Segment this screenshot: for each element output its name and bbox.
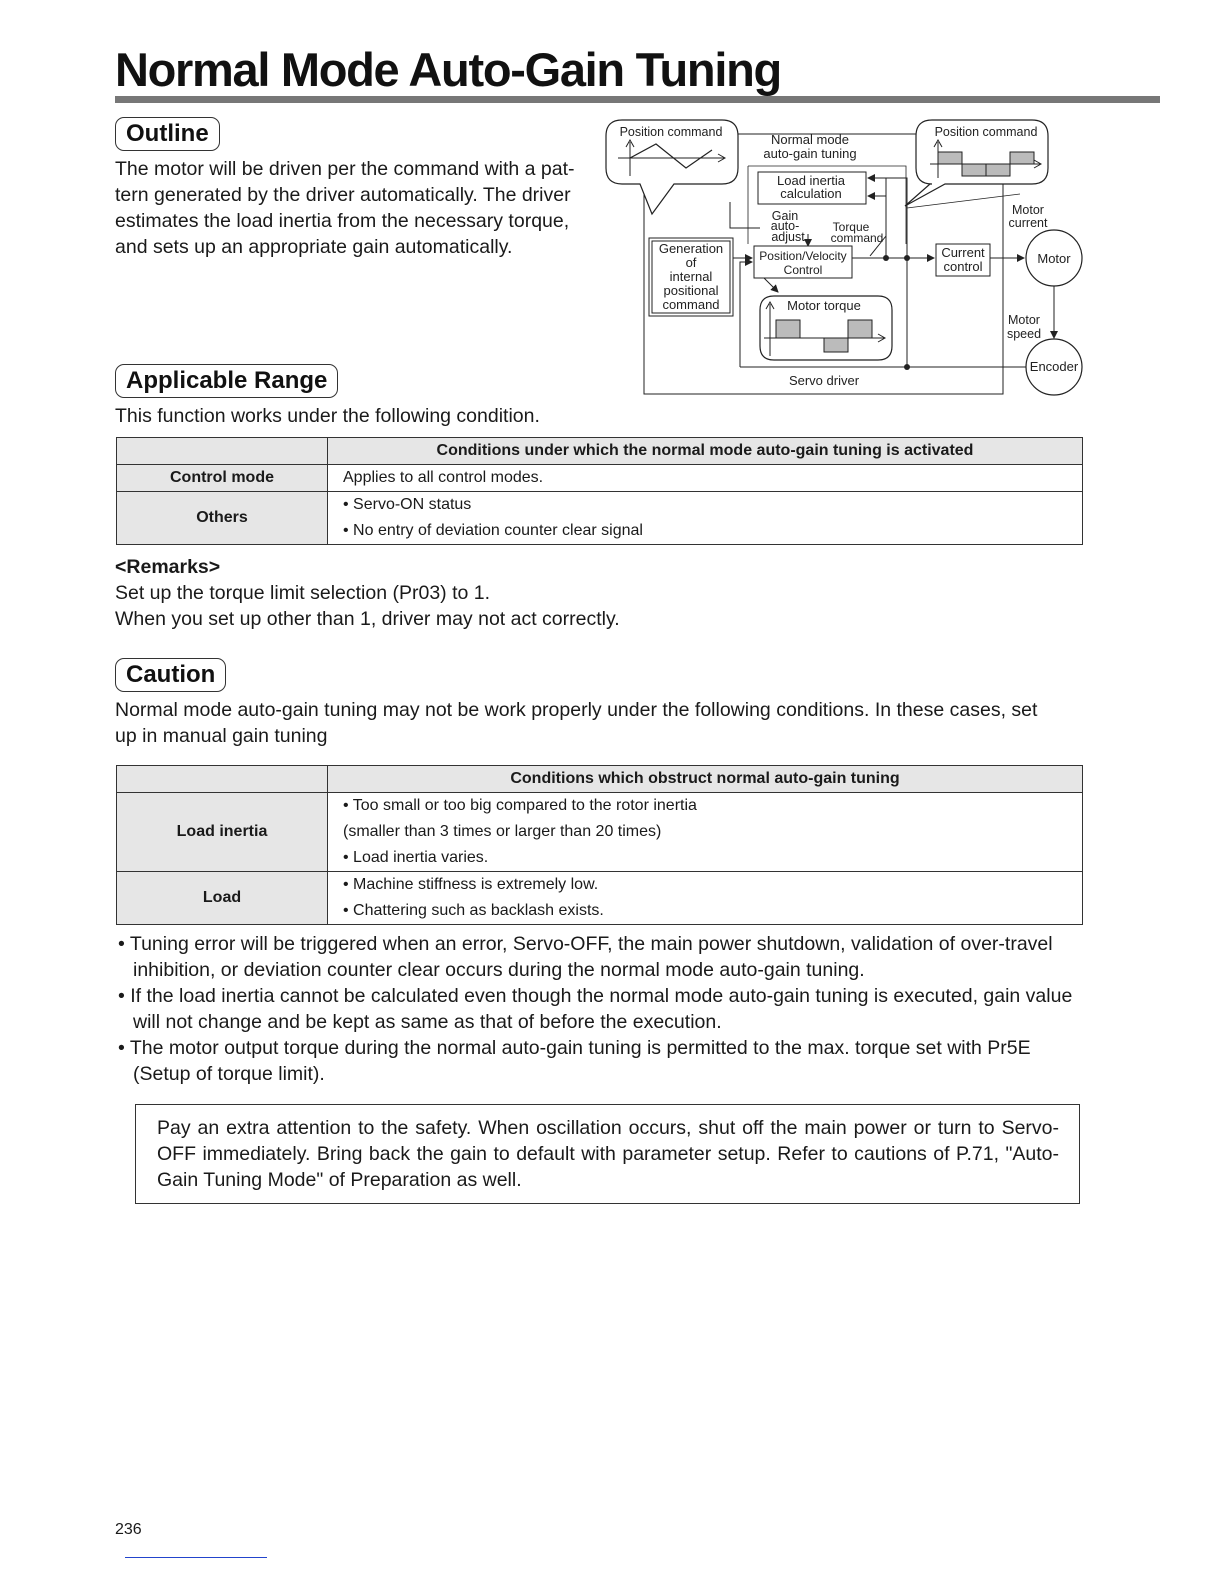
current-control-label-1: Current	[941, 245, 985, 260]
row-value-line: Applies to all control modes.	[343, 469, 544, 486]
auto-gain-tuning-block-diagram	[600, 116, 1090, 400]
row-value	[328, 492, 1083, 545]
remarks-heading: <Remarks>	[115, 556, 221, 578]
row-value-line: • Load inertia varies.	[343, 849, 489, 866]
page-title: Normal Mode Auto-Gain Tuning	[115, 43, 781, 96]
motor-torque-label: Motor torque	[787, 298, 861, 313]
caution-intro-line: up in manual gain tuning	[115, 725, 328, 747]
encoder-label: Encoder	[1029, 359, 1079, 374]
motor-label: Motor	[1037, 251, 1071, 266]
outline-heading: Outline	[115, 117, 220, 151]
page-number: 236	[115, 1521, 142, 1538]
row-value	[328, 793, 1083, 872]
normal-mode-label-1: Normal mode	[770, 132, 850, 147]
load-inertia-label-2: calculation	[780, 186, 842, 201]
motor-speed-label-1: Motor	[1008, 313, 1040, 327]
row-label-control-mode: Control mode	[117, 465, 328, 492]
gain-label-2: auto-	[770, 219, 800, 233]
posvel-label-1: Position/Velocity	[759, 249, 847, 263]
row-value-line: • Chattering such as backlash exists.	[343, 902, 604, 919]
posvel-label-2: Control	[783, 263, 823, 277]
servo-driver-label: Servo driver	[788, 373, 860, 388]
control-to-torque-arrow	[764, 278, 778, 292]
table-row	[117, 872, 1083, 925]
torque-command-label-1: Torque	[832, 220, 870, 234]
remarks-line: When you set up other than 1, driver may not act correctly.	[115, 608, 620, 630]
feedback-to-control-arrow	[740, 262, 752, 367]
gain-line	[730, 202, 760, 228]
generation-label-4: positional	[663, 283, 719, 298]
table-header-row	[117, 766, 1083, 793]
right-position-command-label: Position command	[934, 125, 1038, 139]
remarks	[115, 554, 620, 632]
right-pulse-1	[938, 152, 962, 164]
outline-line: tern generated by the driver automatically. The driver	[115, 184, 571, 206]
caution-intro-line: Normal mode auto-gain tuning may not be work properly under the following conditions. In these cases, set	[115, 699, 1038, 721]
row-value-line: • Machine stiffness is extremely low.	[343, 876, 599, 893]
caution-heading: Caution	[115, 658, 226, 692]
right-pulse-4	[1010, 152, 1034, 164]
gain-label-3: adjust	[771, 230, 805, 244]
torque-command-label-2: command	[830, 231, 884, 245]
outline-text	[115, 156, 595, 260]
row-value-line: • No entry of deviation counter clear signal	[343, 522, 643, 539]
row-label-load: Load	[117, 872, 328, 925]
normal-mode-label-2: auto-gain tuning	[763, 146, 857, 161]
motor-current-label-1: Motor	[1012, 203, 1044, 217]
outline-line: and sets up an appropriate gain automatically.	[115, 236, 513, 258]
outline-line: estimates the load inertia from the necessary torque,	[115, 210, 570, 232]
safety-note-box: Pay an extra attention to the safety. When oscillation occurs, shut off the main power or turn to Servo-OFF immediately. Bring back the gain to default with parameter setup. Refer to cautions of P.71, "Auto-Gain Tuning Mode" of Preparation as well.	[135, 1104, 1080, 1204]
generation-label-5: command	[662, 297, 720, 312]
right-pulse-2	[962, 164, 986, 176]
table-row	[117, 465, 1083, 492]
list-item: • Tuning error will be triggered when an error, Servo-OFF, the main power shutdown, validation of over-travel inhibition, or deviation counter clear occurs during the normal mode auto-gain tuning.	[118, 933, 1053, 981]
list-item: • If the load inertia cannot be calculated even though the normal mode auto-gain tuning is executed, gain value will not change and be kept as same as that of before the execution.	[118, 985, 1073, 1033]
outline-line: The motor will be driven per the command with a pat-	[115, 158, 575, 180]
torque-pulse-1	[776, 320, 800, 338]
row-label-load-inertia: Load inertia	[117, 793, 328, 872]
row-value	[328, 872, 1083, 925]
gain-label-1: Gain	[771, 209, 799, 223]
generation-label-3: internal	[669, 269, 713, 284]
remarks-line: Set up the torque limit selection (Pr03) to 1.	[115, 582, 491, 604]
row-value	[328, 465, 1083, 492]
list-item: • The motor output torque during the normal auto-gain tuning is permitted to the max. torque set with Pr5E (Setup of torque limit).	[118, 1037, 1031, 1085]
torque-pulse-3	[848, 320, 872, 338]
motor-current-label-2: current	[1008, 216, 1048, 230]
obstruction-conditions-table	[116, 765, 1083, 925]
generation-label-1: Generation	[658, 241, 724, 256]
row-label-others: Others	[117, 492, 328, 545]
table-row	[117, 793, 1083, 872]
right-pulse-3	[986, 164, 1010, 176]
table-header-row	[117, 438, 1083, 465]
table-header: Conditions under which the normal mode auto-gain tuning is activated	[328, 438, 1083, 465]
row-value-line: • Servo-ON status	[343, 496, 472, 513]
table-corner-cell	[117, 766, 328, 793]
activation-conditions-table	[116, 437, 1083, 545]
table-corner-cell	[117, 438, 328, 465]
motor-speed-label-2: speed	[1006, 327, 1042, 341]
table-row	[117, 492, 1083, 545]
table-header: Conditions which obstruct normal auto-gain tuning	[328, 766, 1083, 793]
current-control-label-2: control	[943, 259, 983, 274]
row-value-line: (smaller than 3 times or larger than 20 times)	[343, 823, 662, 840]
row-value-line: • Too small or too big compared to the rotor inertia	[343, 797, 697, 814]
caution-intro	[115, 697, 1090, 749]
torque-pulse-2	[824, 338, 848, 352]
caution-bullets	[118, 931, 1088, 1087]
generation-label-2: of	[685, 255, 697, 270]
applicable-range-heading: Applicable Range	[115, 364, 338, 398]
applicable-range-intro: This function works under the following condition.	[115, 405, 540, 427]
footer-link-line	[125, 1557, 267, 1558]
title-rule	[115, 96, 1160, 103]
load-inertia-label-1: Load inertia	[777, 173, 845, 188]
left-position-command-label: Position command	[619, 125, 723, 139]
